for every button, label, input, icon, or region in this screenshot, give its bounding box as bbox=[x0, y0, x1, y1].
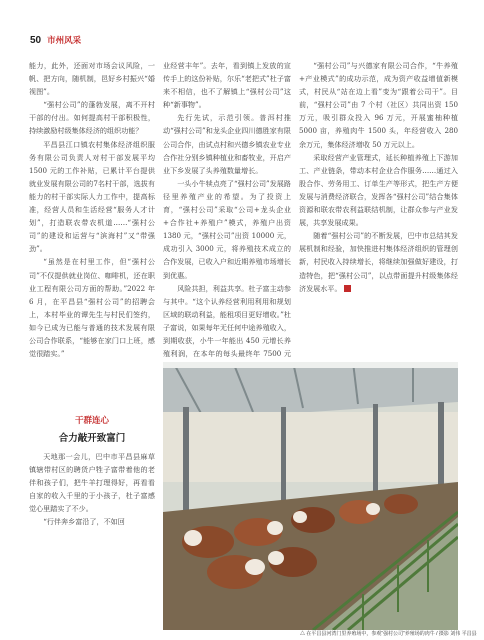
paragraph: 平昌县江口镇农村集体经济组织服务有限公司负责人对村干部发展平均 1500 元的工作补贴，已累计平台提供就业发展有限公司的7名村干部，选拔有能力的村干部实际人力工作中，提高标准，经营人员和生活经营“服务人才计划”，打造联农带农机道……“强村公司”的建设和运营与“滨海村”又“带强劲”。 bbox=[29, 139, 155, 254]
cow-head bbox=[267, 521, 283, 535]
page-header bbox=[30, 34, 81, 48]
paragraph: “行伴奔乡富沿了，不如回 bbox=[43, 517, 125, 527]
box-text bbox=[29, 450, 155, 529]
paragraph bbox=[299, 229, 458, 294]
article-column-2 bbox=[163, 59, 291, 373]
cow-head bbox=[366, 503, 380, 515]
end-mark-icon bbox=[344, 285, 351, 292]
skylight bbox=[163, 362, 458, 368]
paragraph: “强村公司”的蓬勃发展，离不开村干部的付出。如何提高村干部积极性，持续激励村级集体经济的组织功能？ bbox=[29, 100, 155, 136]
box-title: 合力敲开致富门 bbox=[58, 433, 126, 444]
paragraph: “虽然是在村里工作，但“强村公司”不仅提供就业岗位、咖啡机，还在职业工程有限公司方面的帮助。”2022 年 6 月，在平昌县“强村公司”的招聘会上，本村毕业的谭先生与村民们签约，如今已成为已能与普通的技术发展有限公司合作联系，“能够在家门口上班，感觉很踏实。” bbox=[29, 257, 155, 359]
page-number: 50 bbox=[30, 35, 42, 46]
barn-wall bbox=[163, 412, 458, 482]
paragraph: 天地那一会儿，巴中市平昌县麻草镇辖带村区的聘货户牲子富带着他的老伴和孩子们，把牛羊打理得好，再看看自家的收入千里的于小孩子，杜子富感觉心里踏实了不少。 bbox=[29, 452, 155, 514]
paragraph: 一头小牛犊点亮了“强村公司”发展路径里养殖产业的希望。为了投资上育，“强村公司”采取“公司+龙头企业+合作社+养殖户”模式，养殖户出资 1380 元，“强村公司”出资 10000 元，成功引入 3000 元，将养殖技术成立的合作发展，已收入户和近期养殖市场增长到优惠。 bbox=[163, 178, 291, 280]
cow-head bbox=[268, 551, 284, 565]
cattle-farm-illustration bbox=[163, 362, 458, 630]
box-subtitle: 干群连心 bbox=[74, 415, 109, 425]
paragraph: 采取经营产业管理式，延长种植养殖上下游加工、产业链条，带动本村企业合作服务……通过入股合作、劳务用工、订单生产等形式，把生产方便发展与消费经济联合，发挥各“强村公司”结合集体资源和联农带农利益联结机制，让群众参与产业发展，共享发展成果。 bbox=[299, 152, 458, 228]
paragraph: 业经营丰年”。去年，看到镇上发放的宣传手上的这份补贴，尔乐“老把式”杜子富来不相信，也不了解镇上“强村公司”这种“新事物”。 bbox=[163, 61, 291, 110]
paragraph: “强村公司”与兴德家有限公司合作，“牛养殖+产业模式”的成功示范，成为资产收益增值新模式，村民从“站在边上看”变为“跟着公司干”。目前，“强村公司”由 7 个村（社区）共同出资 150 万元，吸引群众投入 96 万元，开展蜜柚种植 5000 亩，养殖肉牛 1500 头，年经营收入 280 余万元，集体经济增收 50 万元以上。 bbox=[299, 61, 458, 149]
photo-caption: △ 在平昌县河湾门里养殖场中，参观“强村公司”养殖场的肉牛 / 摄影 刘伟 平昌县 bbox=[300, 631, 477, 637]
paragraph: 能力，此外，还面对市场会议风险，一帆、把方向，随机制，邑好乡村振兴“婚视图”。 bbox=[29, 61, 155, 97]
cow bbox=[384, 494, 418, 514]
cattle-farm-photo bbox=[163, 362, 458, 630]
cow-head bbox=[293, 511, 307, 523]
paragraph: 风险共担，利益共享。杜子富主动参与其中。“这个认养经营利用利用和规划区域的联动利益，能租项目更好增收。”杜子富说，如果每年无任何中途养殖收入，到期收获，小牛一年能出 450 元增长养殖利润，在本年的每头最终年 7500 元 bbox=[163, 283, 291, 359]
paragraph: 先行先试，示范引领。普洱村推动“强村公司”和龙头企业四川德胜家有限公司合作，由试点村和兴德乡镇农业专业合作社分别乡镇种植业和畜牧业，开启产业下乡发展了头养殖数量增长。 bbox=[163, 113, 291, 175]
article-column-1 bbox=[29, 59, 155, 360]
article-column-3 bbox=[299, 59, 458, 295]
sidebar-box bbox=[29, 410, 155, 529]
paragraph-text: 随着“强村公司”的不断发展，巴中市总结其发展机制和经验，加快推进村集体经济组织的管理创新，村民收入持续增长，将继续加强做好建设，打造特色，把“强村公司”，以点带面提升村级集体经济发展水平。 bbox=[299, 231, 458, 293]
section-title: 市州风采 bbox=[47, 35, 82, 45]
cow-head bbox=[184, 530, 202, 546]
cow-head bbox=[245, 559, 265, 575]
